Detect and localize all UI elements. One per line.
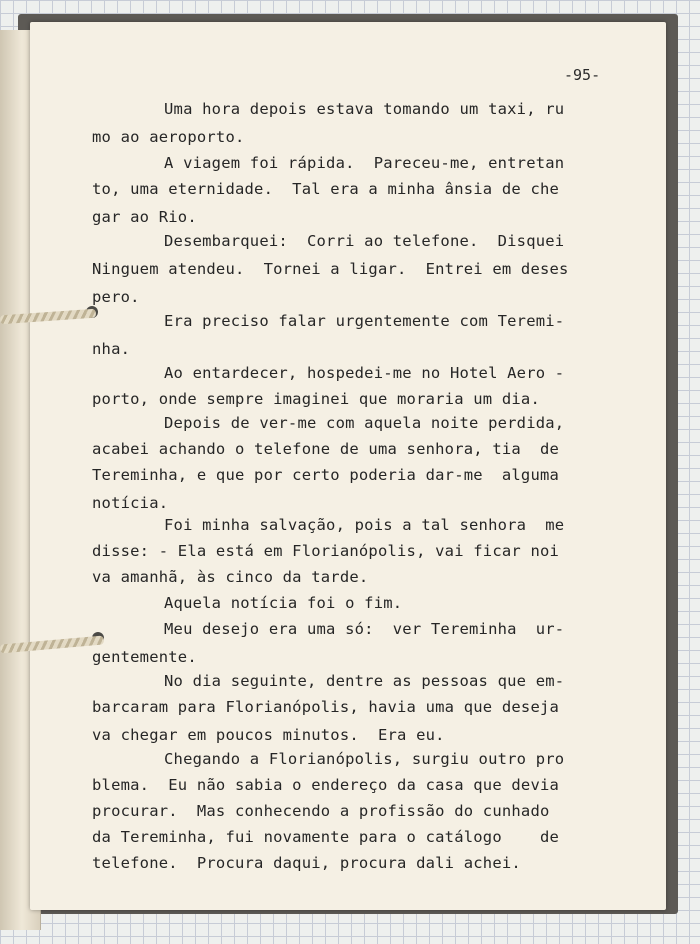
text-line: procurar. Mas conhecendo a profissão do cunhado: [92, 802, 550, 820]
text-line: Aquela notícia foi o fim.: [164, 594, 403, 612]
page-number: -95-: [564, 66, 601, 84]
text-line: da Tereminha, fui novamente para o catálogo de: [92, 828, 560, 846]
text-line: Uma hora depois estava tomando um taxi, ru: [164, 100, 565, 118]
text-line: Era preciso falar urgentemente com Teremi-: [164, 312, 565, 330]
text-line: Ao entardecer, hospedei-me no Hotel Aero -: [164, 364, 565, 382]
text-line: telefone. Procura daqui, procura dali achei.: [92, 854, 521, 872]
text-line: disse: - Ela está em Florianópolis, vai ficar noi: [92, 542, 560, 560]
text-line: pero.: [92, 288, 140, 306]
text-line: acabei achando o telefone de uma senhora, tia de: [92, 440, 560, 458]
text-line: mo ao aeroporto.: [92, 128, 245, 146]
text-line: Chegando a Florianópolis, surgiu outro pro: [164, 750, 565, 768]
text-line: va amanhã, às cinco da tarde.: [92, 568, 369, 586]
text-line: Ninguem atendeu. Tornei a ligar. Entrei em deses: [92, 260, 569, 278]
text-line: Desembarquei: Corri ao telefone. Disquei: [164, 232, 565, 250]
text-line: notícia.: [92, 494, 169, 512]
text-line: Depois de ver-me com aquela noite perdida,: [164, 414, 565, 432]
text-line: barcaram para Florianópolis, havia uma que deseja: [92, 698, 560, 716]
text-line: blema. Eu não sabia o endereço da casa que devia: [92, 776, 560, 794]
text-line: gentemente.: [92, 648, 197, 666]
text-line: A viagem foi rápida. Pareceu-me, entretan: [164, 154, 565, 172]
text-line: No dia seguinte, dentre as pessoas que em-: [164, 672, 565, 690]
text-line: Foi minha salvação, pois a tal senhora me: [164, 516, 565, 534]
text-line: nha.: [92, 340, 131, 358]
text-line: va chegar em poucos minutos. Era eu.: [92, 726, 445, 744]
text-line: Meu desejo era uma só: ver Tereminha ur-: [164, 620, 565, 638]
text-line: to, uma eternidade. Tal era a minha ânsia de che: [92, 180, 560, 198]
text-line: Tereminha, e que por certo poderia dar-me alguma: [92, 466, 560, 484]
text-line: porto, onde sempre imaginei que moraria um dia.: [92, 390, 540, 408]
text-line: gar ao Rio.: [92, 208, 197, 226]
